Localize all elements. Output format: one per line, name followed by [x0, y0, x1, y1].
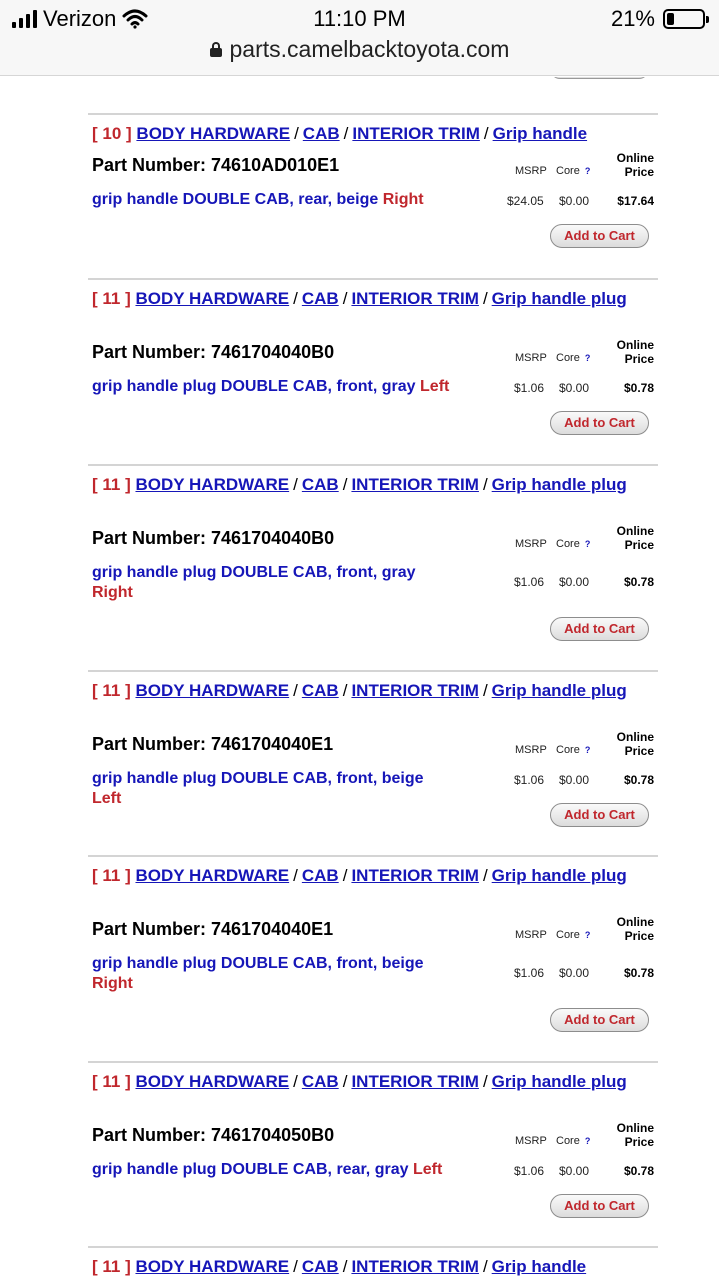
part-number [92, 734, 333, 755]
breadcrumb-link[interactable]: BODY HARDWARE [135, 1072, 290, 1091]
callout-number: [ 11 ] [92, 1257, 131, 1276]
part-number-label: Part Number: [92, 1125, 212, 1145]
breadcrumb [92, 123, 652, 144]
part-number-value: 74610AD010E1 [211, 155, 340, 175]
online-header-line1: Online [616, 915, 654, 929]
description-text: grip handle plug DOUBLE CAB, front, gray [92, 564, 416, 581]
side-label: Left [420, 378, 450, 395]
part-listing [88, 1246, 658, 1279]
core-header [556, 744, 590, 756]
breadcrumb-link[interactable]: INTERIOR TRIM [351, 681, 479, 700]
breadcrumb-link[interactable]: BODY HARDWARE [135, 681, 290, 700]
breadcrumb-separator: / [342, 289, 348, 308]
core-value: $0.00 [559, 1164, 590, 1178]
breadcrumb-separator: / [342, 1072, 348, 1091]
callout-number: [ 11 ] [92, 475, 131, 494]
breadcrumb-separator: / [482, 1257, 488, 1276]
core-value: $0.00 [559, 381, 590, 395]
core-header [556, 538, 590, 550]
part-number-value: 7461704040E1 [211, 919, 334, 939]
part-number-label: Part Number: [92, 528, 212, 548]
part-number-value: 7461704040E1 [211, 734, 334, 754]
core-header-label: Core [556, 165, 580, 177]
part-number-label: Part Number: [92, 342, 212, 362]
online-price-value: $0.78 [623, 1164, 654, 1178]
description-text: grip handle DOUBLE CAB, rear, beige [92, 191, 379, 208]
msrp-header: MSRP [515, 1135, 547, 1147]
msrp-header: MSRP [515, 538, 547, 550]
breadcrumb [92, 288, 652, 309]
callout-number: [ 11 ] [92, 289, 131, 308]
breadcrumb [92, 680, 652, 701]
core-help-icon[interactable]: ? [584, 1136, 591, 1146]
breadcrumb-link[interactable]: INTERIOR TRIM [351, 289, 479, 308]
part-description[interactable] [92, 1160, 452, 1180]
online-price-header [617, 524, 654, 552]
part-listing [88, 113, 658, 283]
breadcrumb-separator: / [293, 1257, 298, 1276]
breadcrumb-separator: / [483, 124, 489, 143]
breadcrumb-separator: / [293, 1072, 298, 1091]
core-help-icon[interactable]: ? [584, 745, 591, 755]
online-price-value: $0.78 [623, 381, 654, 395]
breadcrumb-link[interactable]: CAB [301, 866, 339, 885]
part-number-label: Part Number: [92, 734, 212, 754]
battery-fill [667, 13, 674, 25]
core-header-label: Core [556, 929, 580, 941]
breadcrumb-link[interactable]: INTERIOR TRIM [351, 1072, 479, 1091]
msrp-value: $1.06 [514, 773, 545, 787]
breadcrumb [92, 474, 652, 495]
part-number-value: 7461704040B0 [211, 528, 335, 548]
msrp-header: MSRP [515, 352, 547, 364]
online-price-header [617, 915, 654, 943]
online-header-line1: Online [616, 1121, 654, 1135]
status-right [611, 6, 705, 32]
breadcrumb-separator: / [293, 681, 298, 700]
breadcrumb-link[interactable]: CAB [301, 1257, 339, 1276]
breadcrumb-separator: / [342, 681, 348, 700]
core-value: $0.00 [559, 194, 590, 208]
breadcrumb-link[interactable]: INTERIOR TRIM [351, 866, 479, 885]
part-listing [88, 278, 658, 448]
msrp-header: MSRP [515, 929, 547, 941]
online-price-header [617, 730, 654, 758]
add-to-cart-button[interactable]: Add to Cart [550, 411, 649, 435]
side-label: Right [382, 191, 424, 208]
breadcrumb-separator: / [293, 289, 298, 308]
breadcrumb-link[interactable]: CAB [302, 124, 340, 143]
add-to-cart-button[interactable]: Add to Cart [550, 803, 649, 827]
breadcrumb-link[interactable]: INTERIOR TRIM [351, 1257, 479, 1276]
part-number [92, 1125, 334, 1146]
online-header-line2: Price [624, 538, 654, 552]
part-number [92, 155, 339, 176]
breadcrumb-separator: / [482, 1072, 488, 1091]
core-header [556, 165, 590, 177]
breadcrumb-separator: / [294, 124, 299, 143]
side-label: Right [92, 584, 133, 601]
part-number [92, 919, 333, 940]
msrp-value: $1.06 [514, 1164, 545, 1178]
core-value: $0.00 [559, 575, 590, 589]
callout-number: [ 11 ] [92, 1072, 131, 1091]
online-header-line1: Online [616, 524, 654, 538]
battery-icon [663, 9, 705, 29]
core-help-icon[interactable]: ? [584, 539, 591, 549]
callout-number: [ 11 ] [92, 681, 131, 700]
breadcrumb-link[interactable]: CAB [301, 1072, 339, 1091]
breadcrumb [92, 1256, 652, 1277]
core-value: $0.00 [559, 773, 590, 787]
breadcrumb-link[interactable]: INTERIOR TRIM [352, 124, 480, 143]
breadcrumb-link[interactable]: Grip handle [491, 1257, 587, 1276]
online-header-line1: Online [616, 338, 654, 352]
online-header-line2: Price [624, 352, 654, 366]
part-listing [88, 670, 658, 840]
breadcrumb-link[interactable]: BODY HARDWARE [135, 475, 290, 494]
battery-percent: 21% [610, 6, 655, 31]
msrp-value: $1.06 [514, 381, 545, 395]
breadcrumb-link[interactable]: Grip handle plug [491, 475, 627, 494]
breadcrumb-link[interactable]: Grip handle plug [491, 289, 627, 308]
side-label: Right [92, 975, 133, 992]
description-text: grip handle plug DOUBLE CAB, front, gray [92, 378, 416, 395]
part-description[interactable] [92, 190, 452, 210]
online-header-line1: Online [616, 151, 654, 165]
part-listing [88, 464, 658, 634]
part-listing [88, 1061, 658, 1231]
part-listing [88, 855, 658, 1025]
lock-icon [210, 42, 222, 57]
part-number-label: Part Number: [92, 919, 212, 939]
breadcrumb-separator: / [482, 475, 488, 494]
add-to-cart-button[interactable]: Add to Cart [550, 1008, 649, 1032]
online-price-header [617, 151, 654, 179]
core-header-label: Core [556, 352, 580, 364]
core-help-icon[interactable]: ? [584, 166, 591, 176]
breadcrumb-link[interactable]: Grip handle plug [491, 1072, 627, 1091]
core-header-label: Core [556, 538, 580, 550]
online-header-line2: Price [624, 744, 654, 758]
description-text: grip handle plug DOUBLE CAB, front, beige [92, 770, 424, 787]
core-help-icon[interactable]: ? [584, 930, 591, 940]
core-help-icon[interactable]: ? [584, 353, 591, 363]
add-to-cart-button[interactable]: Add to Cart [550, 617, 649, 641]
core-header-label: Core [556, 1135, 580, 1147]
add-to-cart-button[interactable]: Add to Cart [550, 224, 649, 248]
breadcrumb-link[interactable]: BODY HARDWARE [135, 1257, 290, 1276]
breadcrumb-separator: / [293, 475, 298, 494]
core-header-label: Core [556, 744, 580, 756]
url-text: parts.camelbacktoyota.com [229, 36, 510, 62]
online-price-header [617, 1121, 654, 1149]
breadcrumb-link[interactable]: Grip handle plug [491, 866, 627, 885]
status-time: 11:10 PM [313, 6, 406, 31]
part-description[interactable] [92, 769, 452, 809]
breadcrumb [92, 1071, 652, 1092]
status-bar [0, 0, 719, 76]
breadcrumb-link[interactable]: Grip handle plug [491, 681, 627, 700]
breadcrumb-separator: / [342, 866, 348, 885]
breadcrumb-separator: / [482, 866, 488, 885]
carrier-name: Verizon [43, 6, 117, 31]
core-header [556, 1135, 590, 1147]
breadcrumb [92, 865, 652, 886]
breadcrumb-link[interactable]: CAB [301, 475, 339, 494]
part-number [92, 342, 334, 363]
breadcrumb-separator: / [293, 866, 298, 885]
address-bar[interactable] [0, 36, 719, 63]
online-price-value: $0.78 [623, 575, 654, 589]
parts-list [0, 77, 719, 1279]
online-header-line1: Online [616, 730, 654, 744]
part-description[interactable] [92, 563, 452, 603]
side-label: Left [92, 790, 122, 807]
callout-number: [ 11 ] [92, 866, 131, 885]
breadcrumb-link[interactable]: CAB [301, 289, 339, 308]
breadcrumb-link[interactable]: CAB [301, 681, 339, 700]
part-description[interactable] [92, 377, 452, 397]
part-number-label: Part Number: [92, 155, 212, 175]
msrp-header: MSRP [515, 744, 547, 756]
breadcrumb-separator: / [342, 1257, 348, 1276]
online-price-value: $0.78 [623, 966, 654, 980]
online-price-header [617, 338, 654, 366]
breadcrumb-separator: / [482, 681, 488, 700]
add-to-cart-button[interactable]: Add to Cart [550, 1194, 649, 1218]
core-header [556, 352, 590, 364]
description-text: grip handle plug DOUBLE CAB, rear, gray [92, 1161, 409, 1178]
breadcrumb-link[interactable]: BODY HARDWARE [135, 289, 290, 308]
msrp-value: $1.06 [514, 575, 545, 589]
breadcrumb-link[interactable]: BODY HARDWARE [135, 866, 290, 885]
part-number-value: 7461704040B0 [211, 342, 335, 362]
online-price-value: $0.78 [623, 773, 654, 787]
online-header-line2: Price [624, 929, 654, 943]
core-header [556, 929, 590, 941]
breadcrumb-separator: / [343, 124, 349, 143]
add-to-cart-button-partial[interactable] [550, 77, 649, 79]
part-description[interactable] [92, 954, 452, 994]
online-header-line2: Price [624, 1135, 654, 1149]
online-header-line2: Price [624, 165, 654, 179]
part-number-value: 7461704050B0 [211, 1125, 335, 1145]
breadcrumb-link[interactable]: BODY HARDWARE [136, 124, 291, 143]
online-price-value: $17.64 [617, 194, 654, 208]
breadcrumb-link[interactable]: Grip handle [492, 124, 588, 143]
breadcrumb-separator: / [482, 289, 488, 308]
part-number [92, 528, 334, 549]
msrp-value: $1.06 [514, 966, 545, 980]
description-text: grip handle plug DOUBLE CAB, front, beige [92, 955, 424, 972]
msrp-header: MSRP [515, 165, 547, 177]
callout-number: [ 10 ] [92, 124, 132, 143]
breadcrumb-separator: / [342, 475, 348, 494]
side-label: Left [412, 1161, 443, 1178]
breadcrumb-link[interactable]: INTERIOR TRIM [351, 475, 479, 494]
core-value: $0.00 [559, 966, 590, 980]
msrp-value: $24.05 [507, 194, 544, 208]
